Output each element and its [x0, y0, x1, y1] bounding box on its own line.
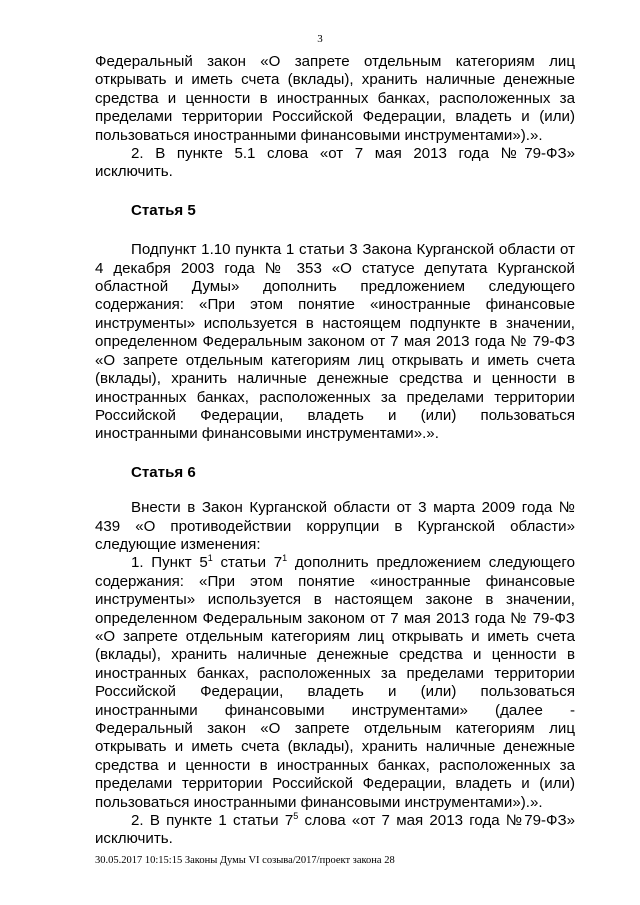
article-6-heading: Статья 6 — [131, 463, 196, 481]
article-6-item-1 — [95, 554, 575, 812]
article-5-heading: Статья 5 — [131, 201, 196, 219]
paragraph-continuation: Федеральный закон «О запрете отдельным категориям лиц открывать и иметь счета (вклады), хранить наличные денежные средства и ценности в иностранных банках, расположенных за пределами территории Российской Федерации, владеть и (или) пользоваться иностранными финансовыми инструментами»).». — [95, 53, 575, 144]
item-1-text-a: 1. Пункт 5 — [131, 554, 208, 572]
paragraph-item-2: 2. В пункте 5.1 слова «от 7 мая 2013 года №79-ФЗ» исключить. — [95, 145, 575, 181]
document-body — [95, 53, 575, 849]
page-number: 3 — [317, 33, 323, 45]
item-1-superscript-2: 1 — [282, 553, 288, 564]
item-2-superscript: 5 — [293, 811, 299, 822]
item-1-superscript-1: 1 — [207, 553, 213, 564]
item-2-text-b: слова «от 7 мая 2013 года №79-ФЗ» исключить. — [95, 812, 575, 848]
article-5-paragraph: Подпункт 1.10 пункта 1 статьи 3 Закона Курганской области от 4 декабря 2003 года № 353 «О статусе депутата Курганской областной Думы» дополнить предложением следующего содержания: «При этом понятие «иностранные финансовые инструменты» используется в настоящем подпункте в значении, определенном Федеральным законом от 7 мая 2013 года № 79-ФЗ «О запрете отдельным категориям лиц открывать и иметь счета (вклады), хранить наличные денежные средства и ценности в иностранных банках, расположенных за пределами территории Российской Федерации, владеть и (или) пользоваться иностранными финансовыми инструментами».». — [95, 241, 575, 443]
item-2-text-a: 2. В пункте 1 статьи 7 — [131, 812, 294, 830]
item-1-text-c: дополнить предложением следующего содержания: «При этом понятие «иностранные финансовые инструменты» используется в настоящем законе в значении, определенном Федеральным законом от 7 мая 2013 года № 79-ФЗ «О запрете отдельным категориям лиц открывать и иметь счета (вклады), хранить наличные денежные средства и ценности в иностранных банках, расположенных за пределами территории Российской Федерации, владеть и (или) пользоваться иностранными финансовыми инструментами» (далее - Федеральный закон «О запрете отдельным категориям лиц открывать и иметь счета (вклады), хранить наличные денежные средства и ценности в иностранных банках, расположенных за пределами территории Российской Федерации, владеть и (или) пользоваться иностранными финансовыми инструментами»).». — [95, 554, 576, 811]
article-6-intro: Внести в Закон Курганской области от 3 марта 2009 года № 439 «О противодействии коррупции в Курганской области» следующие изменения: — [95, 499, 575, 553]
article-6-item-2 — [95, 812, 575, 849]
item-1-text-b: статьи 7 — [212, 554, 283, 572]
document-footer: 30.05.2017 10:15:15 Законы Думы VI созыва/2017/проект закона 28 — [95, 855, 395, 866]
